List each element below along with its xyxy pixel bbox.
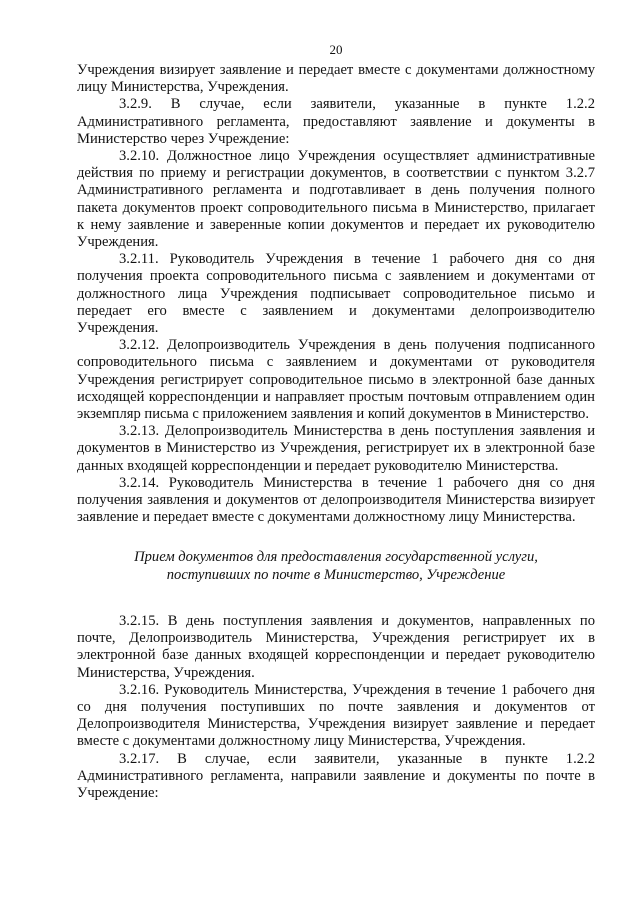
paragraph-3-2-11: 3.2.11. Руководитель Учреждения в течение 1 рабочего дня со дня получения проекта сопроводительного письма с заявлением и документами от должностного лица Учреждения подписывает сопроводительное письмо и передает его вместе с заявлением и документами делопроизводителю Учреждения.	[77, 251, 595, 337]
document-page	[77, 42, 595, 802]
section-heading-line-1: Прием документов для предоставления государственной услуги,	[134, 549, 538, 566]
paragraphs-before-heading	[77, 62, 595, 526]
paragraph-3-2-10: 3.2.10. Должностное лицо Учреждения осуществляет административные действия по приему и регистрации документов, в соответствии с пунктом 3.2.7 Административного регламента и подготавливает в день получения полного пакета документов проект сопроводительного письма в Министерство, прилагает к нему заявление и заверенные копии документов и передает их руководителю Учреждения.	[77, 148, 595, 251]
paragraph-3-2-16: 3.2.16. Руководитель Министерства, Учреждения в течение 1 рабочего дня со дня получения поступивших по почте заявления и документов от Делопроизводителя Министерства, Учреждения визирует заявление и передает вместе с документами должностному лицу Министерства, Учреждения.	[77, 681, 595, 750]
paragraph-continuation: Учреждения визирует заявление и передает вместе с документами должностному лицу Министерства, Учреждения.	[77, 62, 595, 96]
paragraph-3-2-9: 3.2.9. В случае, если заявители, указанные в пункте 1.2.2 Административного регламента, предоставляют заявление и документы в Министерство через Учреждение:	[77, 96, 595, 147]
section-heading	[77, 549, 595, 583]
paragraph-3-2-15: 3.2.15. В день поступления заявления и документов, направленных по почте, Делопроизводитель Министерства, Учреждения регистрирует их в электронной базе данных входящей корреспонденции и передает руководителю Министерства, Учреждения.	[77, 612, 595, 681]
paragraph-3-2-13: 3.2.13. Делопроизводитель Министерства в день поступления заявления и документов в Министерство из Учреждения, регистрирует их в электронной базе данных входящей корреспонденции и передает руководителю Министерства.	[77, 423, 595, 474]
paragraph-3-2-17: 3.2.17. В случае, если заявители, указанные в пункте 1.2.2 Административного регламента, направили заявление и документы по почте в Учреждение:	[77, 750, 595, 801]
paragraphs-after-heading	[77, 613, 595, 802]
paragraph-3-2-14: 3.2.14. Руководитель Министерства в течение 1 рабочего дня со дня получения заявления и документов от делопроизводителя Министерства визирует заявление и передает вместе с документами должностному лицу Министерства.	[77, 474, 595, 526]
section-heading-line-2: поступивших по почте в Министерство, Учреждение	[166, 566, 506, 583]
page-number: 20	[329, 42, 343, 57]
paragraph-3-2-12: 3.2.12. Делопроизводитель Учреждения в день получения подписанного сопроводительного письма с заявлением и документами от руководителя Учреждения регистрирует сопроводительное письмо в электронной базе данных исходящей корреспонденции и направляет простым почтовым отправлением один экземпляр письма с приложением заявления и копий документов в Министерство.	[77, 337, 595, 423]
